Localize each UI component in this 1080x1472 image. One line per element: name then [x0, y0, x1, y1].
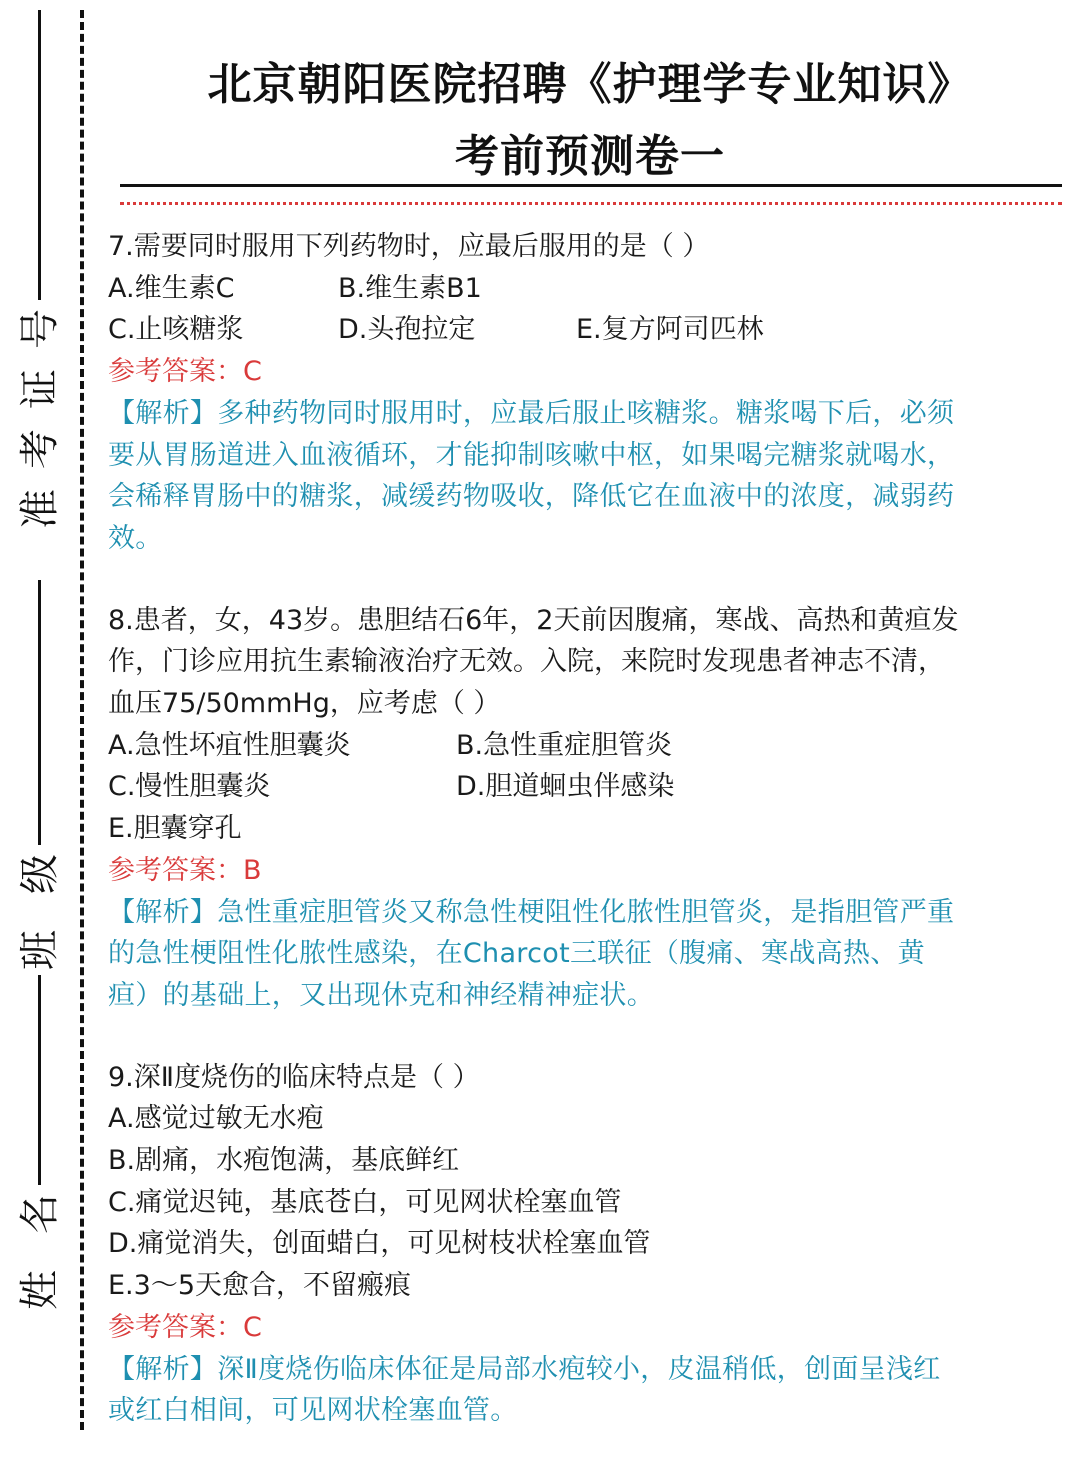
question-stem: 9.深Ⅱ度烧伤的临床特点是（ ）	[108, 1061, 480, 1093]
exam-number-underline	[38, 10, 41, 300]
question-8	[108, 600, 1063, 1017]
analysis-line: 或红白相间，可见网状栓塞血管。	[108, 1395, 518, 1427]
option-row	[108, 1098, 1063, 1140]
option-a: A.急性坏疽性胆囊炎	[108, 729, 351, 761]
question-stem: 血压75/50mmHg，应考虑（ ）	[108, 688, 501, 720]
option-row	[108, 725, 1063, 767]
analysis-line: 【解析】深Ⅱ度烧伤临床体征是局部水疱较小，皮温稍低，创面呈浅红	[108, 1353, 941, 1385]
analysis-line: 【解析】多种药物同时服用时，应最后服止咳糖浆。糖浆喝下后，必须	[108, 397, 955, 429]
page-title: 北京朝阳医院招聘《护理学专业知识》	[207, 59, 973, 110]
question-7	[108, 226, 1063, 560]
title-divider	[120, 184, 1062, 187]
option-row	[108, 1182, 1063, 1224]
option-c: C.痛觉迟钝，基底苍白，可见网状栓塞血管	[108, 1186, 622, 1218]
binding-cut-line	[80, 10, 84, 1430]
question-list	[108, 226, 1063, 1472]
option-a: A.维生素C	[108, 272, 235, 304]
answer-text: 参考答案：C	[108, 356, 262, 388]
option-row	[108, 309, 1063, 351]
option-row	[108, 1223, 1063, 1265]
exam-number-label: 号 证 考 准	[17, 309, 63, 529]
option-c: C.止咳糖浆	[108, 314, 244, 346]
option-row	[108, 268, 1063, 310]
name-underline	[38, 975, 41, 1185]
class-label: 级 班	[17, 854, 63, 970]
option-a: A.感觉过敏无水疱	[108, 1103, 324, 1135]
option-d: D.胆道蛔虫伴感染	[456, 771, 675, 803]
question-9	[108, 1057, 1063, 1432]
option-row	[108, 1265, 1063, 1307]
option-c: C.慢性胆囊炎	[108, 771, 271, 803]
analysis-line: 效。	[108, 522, 163, 554]
analysis-line: 疸）的基础上，又出现休克和神经精神症状。	[108, 979, 654, 1011]
name-label: 名 姓	[17, 1194, 63, 1310]
question-stem: 8.患者，女，43岁。患胆结石6年，2天前因腹痛，寒战、高热和黄疸发	[108, 604, 959, 636]
dotted-divider	[120, 202, 1062, 205]
page-subtitle: 考前预测卷一	[455, 131, 725, 182]
option-b: B.维生素B1	[338, 272, 482, 304]
option-b: B.剧痛，水疱饱满，基底鲜红	[108, 1145, 460, 1177]
option-e: E.胆囊穿孔	[108, 813, 242, 845]
option-d: D.头孢拉定	[338, 314, 476, 346]
analysis-line: 要从胃肠道进入血液循环，才能抑制咳嗽中枢，如果喝完糖浆就喝水，	[108, 439, 955, 471]
class-underline	[38, 580, 41, 845]
option-d: D.痛觉消失，创面蜡白，可见树枝状栓塞血管	[108, 1228, 651, 1260]
question-stem: 7.需要同时服用下列药物时，应最后服用的是（ ）	[108, 231, 710, 262]
answer-text: 参考答案：C	[108, 1311, 262, 1343]
option-row	[108, 808, 1063, 850]
question-stem: 作，门诊应用抗生素输液治疗无效。入院，来院时发现患者神志不清，	[108, 646, 945, 678]
option-e: E.复方阿司匹林	[576, 314, 764, 346]
analysis-line: 的急性梗阻性化脓性感染，在Charcot三联征（腹痛、寒战高热、黄	[108, 938, 925, 970]
option-b: B.急性重症胆管炎	[456, 729, 673, 761]
option-row	[108, 766, 1063, 808]
analysis-line: 会稀释胃肠中的糖浆，减缓药物吸收，降低它在血液中的浓度，减弱药	[108, 481, 955, 513]
option-e: E.3～5天愈合，不留瘢痕	[108, 1270, 411, 1302]
answer-text: 参考答案：B	[108, 854, 262, 886]
analysis-line: 【解析】急性重症胆管炎又称急性梗阻性化脓性胆管炎，是指胆管严重	[108, 896, 955, 928]
option-row	[108, 1140, 1063, 1182]
